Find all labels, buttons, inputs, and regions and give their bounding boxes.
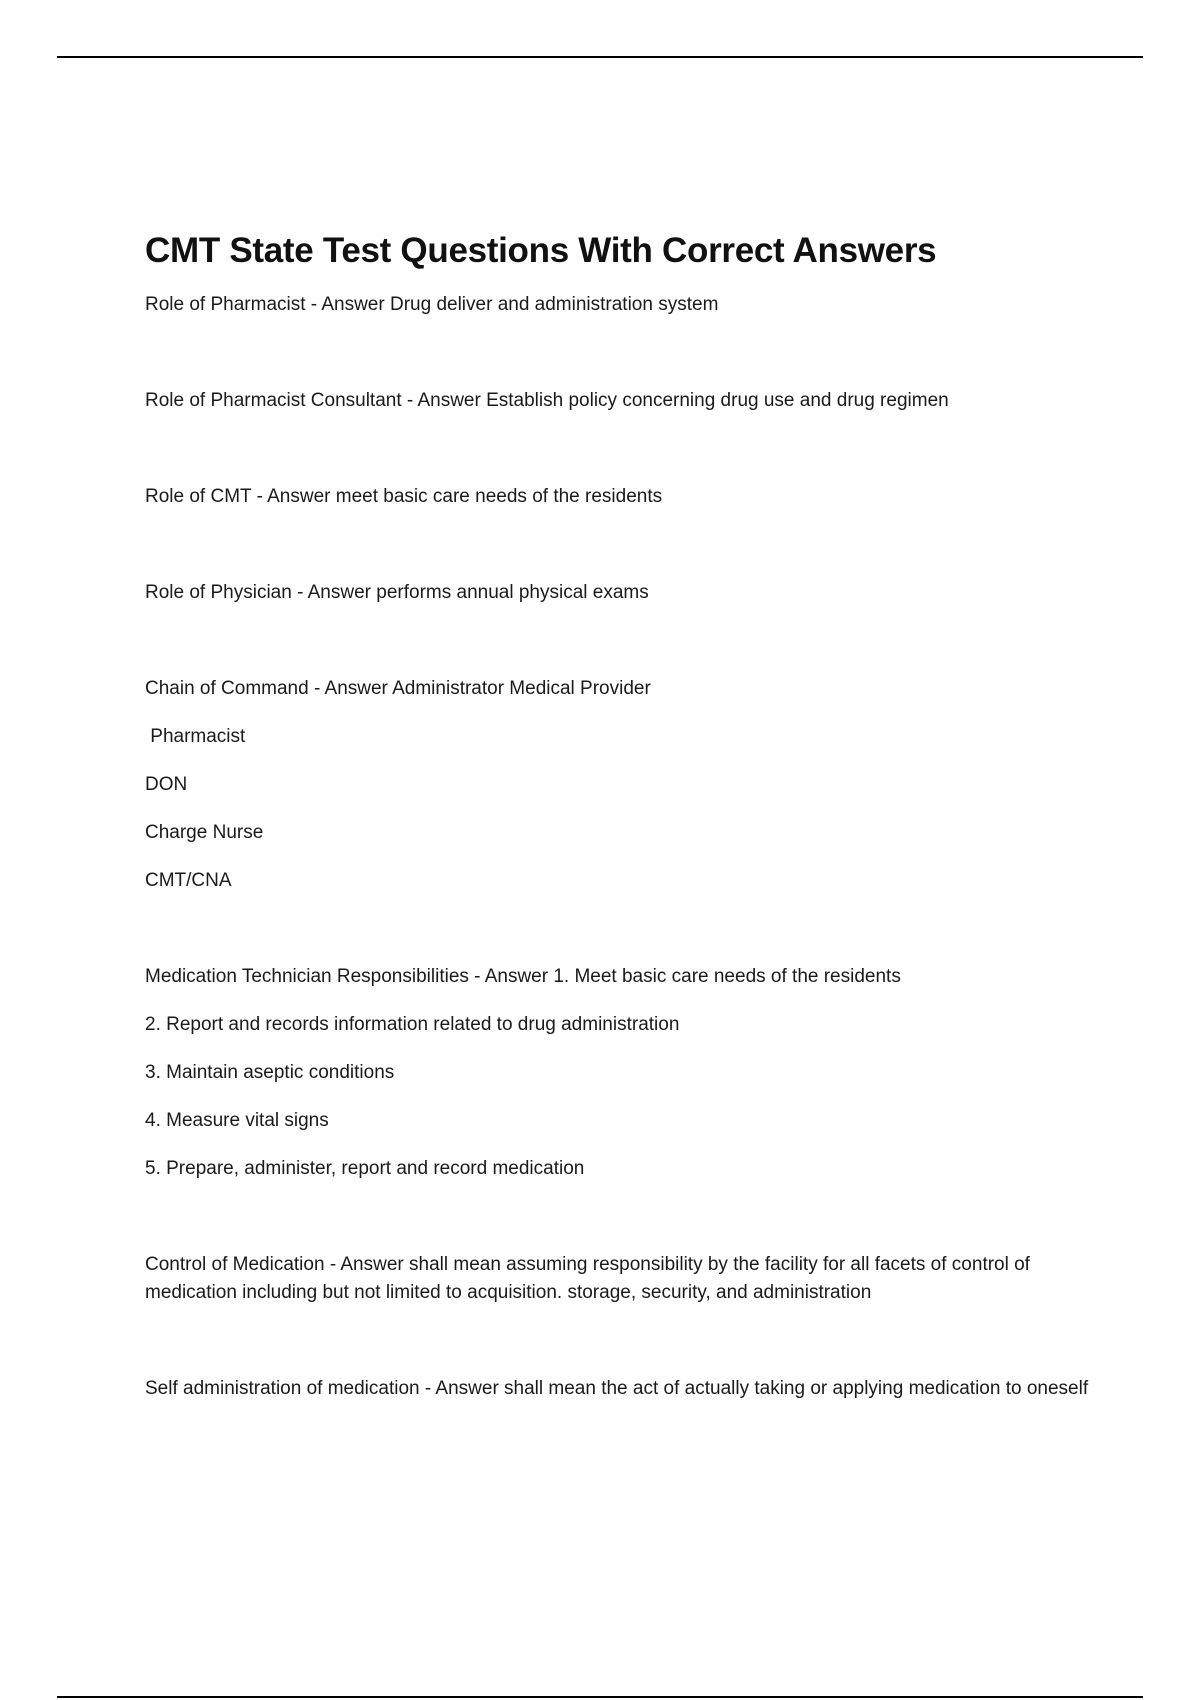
qa-line: Pharmacist (145, 726, 246, 747)
qa-line: Role of Pharmacist Consultant - Answer Establish policy concerning drug use and drug regimen (145, 390, 949, 411)
qa-line: 5. Prepare, administer, report and record medication (145, 1158, 585, 1179)
qa-line: DON (145, 774, 188, 795)
qa-line: Role of Pharmacist - Answer Drug deliver and administration system (145, 294, 719, 315)
qa-line: Charge Nurse (145, 822, 264, 843)
qa-entry (145, 963, 1090, 1183)
qa-line: Chain of Command - Answer Administrator Medical Provider (145, 678, 651, 699)
header-rule (57, 56, 1143, 58)
qa-entry (145, 579, 1090, 607)
document-body (145, 225, 1090, 1403)
qa-entry (145, 483, 1090, 511)
qa-entry (145, 675, 1090, 895)
qa-line: 3. Maintain aseptic conditions (145, 1062, 395, 1083)
qa-line: Self administration of medication - Answer shall mean the act of actually taking or applying medication to oneself (145, 1378, 1089, 1399)
footer-rule (57, 1696, 1143, 1698)
qa-entry (145, 1251, 1090, 1307)
qa-entry (145, 387, 1090, 415)
qa-line: 4. Measure vital signs (145, 1110, 329, 1131)
qa-line: CMT/CNA (145, 870, 232, 891)
document-title: CMT State Test Questions With Correct Answers (145, 231, 937, 270)
qa-list (145, 291, 1090, 1403)
qa-line: Role of CMT - Answer meet basic care needs of the residents (145, 486, 663, 507)
qa-entry (145, 291, 1090, 319)
qa-line: Medication Technician Responsibilities - Answer 1. Meet basic care needs of the residents (145, 966, 901, 987)
qa-entry (145, 1375, 1090, 1403)
qa-line: Role of Physician - Answer performs annual physical exams (145, 582, 649, 603)
qa-line: Control of Medication - Answer shall mean assuming responsibility by the facility for all facets of control of medication including but not limited to acquisition. storage, security, and administration (145, 1254, 1030, 1303)
qa-line: 2. Report and records information related to drug administration (145, 1014, 680, 1035)
